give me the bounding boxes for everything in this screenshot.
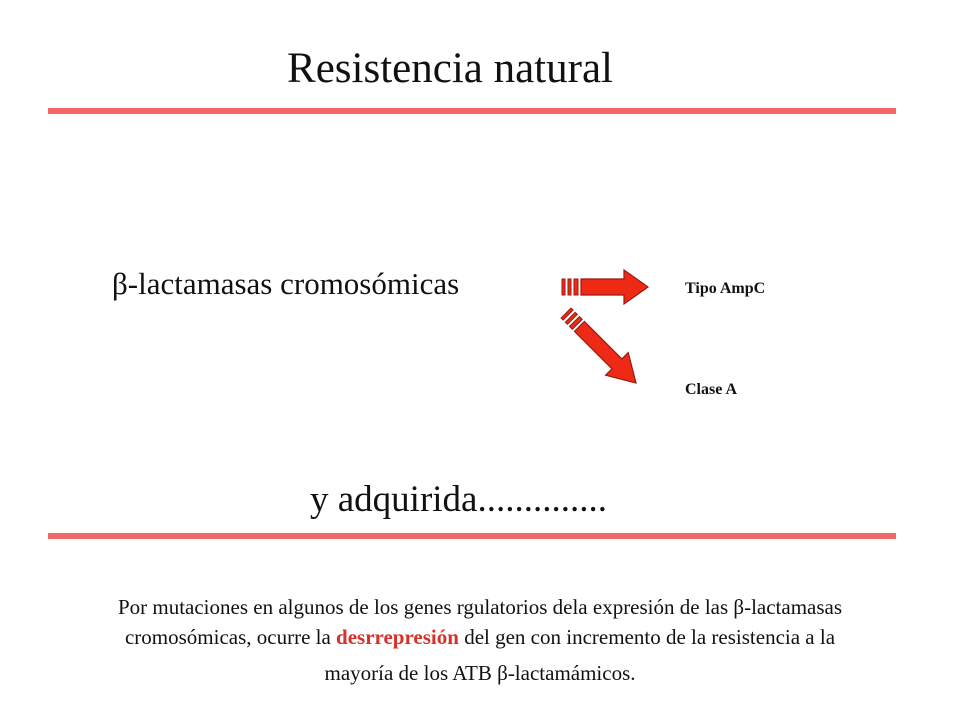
diagonal-arrow xyxy=(555,302,648,395)
subject-label: β-lactamasas cromosómicas xyxy=(112,266,460,301)
slide-title: Resistencia natural xyxy=(287,45,613,92)
paragraph-line-3: mayoría de los ATB β-lactamámicos. xyxy=(324,661,636,685)
explanation-paragraph xyxy=(24,592,936,688)
subtitle-divider-line xyxy=(48,533,896,539)
paragraph-line-2-start: cromosómicas, ocurre la xyxy=(124,625,337,649)
branch-arrows xyxy=(540,250,680,400)
highlighted-term: desrrepresión xyxy=(336,625,459,649)
title-divider-line xyxy=(48,108,896,114)
branch-label-ampc: Tipo AmpC xyxy=(685,280,766,297)
right-arrow xyxy=(562,270,648,304)
branch-label-clase-a: Clase A xyxy=(685,381,737,398)
paragraph-line-1: Por mutaciones en algunos de los genes rgulatorios dela expresión de las β-lactamasas xyxy=(117,595,843,619)
subtitle: y adquirida.............. xyxy=(310,479,607,520)
paragraph-line-2-end: del gen con incremento de la resistencia a la xyxy=(458,625,836,649)
